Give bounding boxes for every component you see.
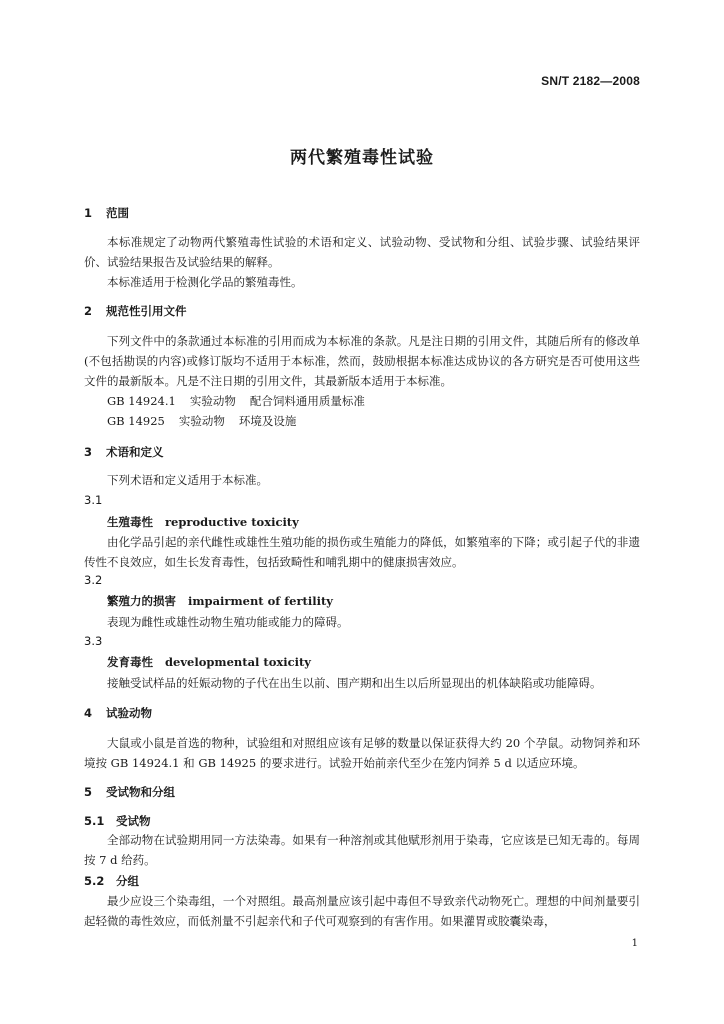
reference-part-b: 环境及设施 bbox=[238, 414, 297, 428]
subsection-number: 5.1 bbox=[84, 814, 105, 828]
standard-number: SN/T 2182—2008 bbox=[541, 74, 640, 88]
term-english: developmental toxicity bbox=[165, 655, 311, 669]
section-number: 4 bbox=[84, 706, 93, 720]
section-1-paragraph-2: 本标准适用于检测化学品的繁殖毒性。 bbox=[107, 275, 303, 289]
term-number: 3.3 bbox=[84, 634, 103, 648]
subsection-title: 受试物 bbox=[116, 814, 151, 828]
term-definition: 接触受试样品的妊娠动物的子代在出生以前、围产期和出生以后所显现出的机体缺陷或功能障碍。 bbox=[107, 676, 602, 690]
section-title: 试验动物 bbox=[106, 706, 152, 720]
subsection-5-2-heading bbox=[84, 873, 139, 889]
reference-part-a: 实验动物 bbox=[178, 414, 225, 428]
reference-code: GB 14924.1 bbox=[107, 394, 176, 408]
page-number: 1 bbox=[631, 938, 638, 949]
section-3-intro: 下列术语和定义适用于本标准。 bbox=[107, 473, 268, 487]
term-number: 3.2 bbox=[84, 573, 103, 587]
term-definition: 表现为雌性或雄性动物生殖功能或能力的障碍。 bbox=[107, 615, 349, 629]
section-number: 3 bbox=[84, 445, 93, 459]
section-title: 术语和定义 bbox=[106, 445, 164, 459]
document-title: 两代繁殖毒性试验 bbox=[290, 148, 434, 168]
term-definition: 由化学品引起的亲代雌性或雄性生殖功能的损伤或生殖能力的降低，如繁殖率的下降；或引起子代的非遗传性不良效应，如生长发育毒性，包括致畸性和哺乳期中的健康损害效应。 bbox=[84, 535, 640, 569]
section-3-heading bbox=[84, 444, 164, 460]
section-2-paragraph-1: 下列文件中的条款通过本标准的引用而成为本标准的条款。凡是注日期的引用文件，其随后所有的修改单(不包括勘误的内容)或修订版均不适用于本标准，然而，鼓励根据本标准达成协议的各方研究是否可使用这些文件的最新版本。凡是不注日期的引用文件，其最新版本适用于本标准。 bbox=[84, 334, 640, 388]
term-number: 3.1 bbox=[84, 493, 103, 507]
term-chinese: 发育毒性 bbox=[107, 655, 153, 669]
reference-part-a: 实验动物 bbox=[189, 394, 236, 408]
section-title: 规范性引用文件 bbox=[106, 304, 187, 318]
section-1-paragraph-1: 本标准规定了动物两代繁殖毒性试验的术语和定义、试验动物、受试物和分组、试验步骤、试验结果评价、试验结果报告及试验结果的解释。 bbox=[84, 235, 640, 269]
subsection-5-1-heading bbox=[84, 813, 151, 829]
subsection-5-1-paragraph: 全部动物在试验期用同一方法染毒。如果有一种溶剂或其他赋形剂用于染毒，它应该是已知无毒的。每周按 7 d 给药。 bbox=[84, 833, 640, 867]
section-title: 受试物和分组 bbox=[106, 785, 175, 799]
section-number: 1 bbox=[84, 206, 93, 220]
section-number: 5 bbox=[84, 785, 93, 799]
normative-reference bbox=[107, 413, 296, 429]
section-number: 2 bbox=[84, 304, 93, 318]
term-heading bbox=[107, 514, 299, 530]
normative-reference bbox=[107, 393, 365, 409]
reference-code: GB 14925 bbox=[107, 414, 165, 428]
term-english: reproductive toxicity bbox=[165, 515, 299, 529]
section-2-heading bbox=[84, 303, 187, 319]
section-4-paragraph-1: 大鼠或小鼠是首选的物种，试验组和对照组应该有足够的数量以保证获得大约 20 个孕鼠。动物饲养和环境按 GB 14924.1 和 GB 14925 的要求进行。试验开始前亲代至少在笼内饲养 5 d 以适应环境。 bbox=[84, 736, 640, 770]
section-5-heading bbox=[84, 784, 175, 800]
subsection-number: 5.2 bbox=[84, 874, 105, 888]
reference-part-b: 配合饲料通用质量标准 bbox=[249, 394, 365, 408]
term-chinese: 繁殖力的损害 bbox=[107, 594, 176, 608]
term-heading bbox=[107, 593, 333, 609]
section-title: 范围 bbox=[106, 206, 129, 220]
term-chinese: 生殖毒性 bbox=[107, 515, 153, 529]
subsection-title: 分组 bbox=[116, 874, 139, 888]
section-1-heading bbox=[84, 205, 129, 221]
term-heading bbox=[107, 654, 311, 670]
subsection-5-2-paragraph: 最少应设三个染毒组，一个对照组。最高剂量应该引起中毒但不导致亲代动物死亡。理想的中间剂量要引起轻微的毒性效应，而低剂量不引起亲代和子代可观察到的有害作用。如果灌胃或胶囊染毒， bbox=[84, 894, 640, 928]
term-english: impairment of fertility bbox=[188, 594, 333, 608]
section-4-heading bbox=[84, 705, 152, 721]
